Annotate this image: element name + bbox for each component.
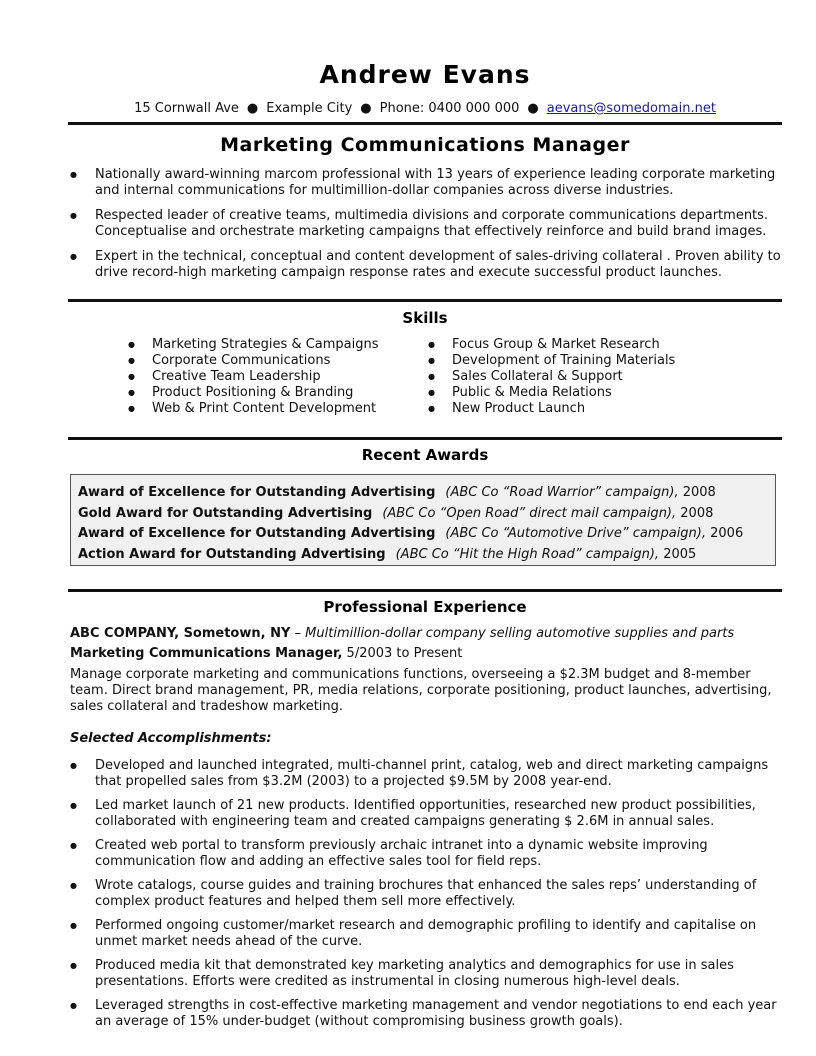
- award-name: Award of Excellence for Outstanding Advertising: [78, 485, 436, 500]
- awards-box: [70, 474, 776, 566]
- contact-line: 15 Cornwall Ave ● Example City ● Phone: 0400 000 000 ● aevans@somedomain.net: [134, 101, 716, 116]
- accomplishment-item: ● Produced media kit that demonstrated key marketing analytics and demographics for use in sales presentations. Efforts were credited as instrumental in closing numerous high-level deals.: [70, 958, 782, 990]
- award-detail: (ABC Co “Automotive Drive” campaign),: [445, 526, 706, 541]
- award-detail: (ABC Co “Open Road” direct mail campaign),: [382, 505, 677, 521]
- role-description: Manage corporate marketing and communications functions, overseeing a $2.3M budget and 8-member team. Direct brand management, PR, media relations, corporate positioning, product launches, advertising, sales collateral and tradeshow marketing.: [70, 667, 772, 714]
- award-year: 2006: [706, 526, 744, 541]
- address: 15 Cornwall Ave: [134, 101, 239, 116]
- award-row: [78, 504, 775, 525]
- divider: [68, 589, 782, 592]
- award-year: 2008: [678, 485, 716, 500]
- city: Example City: [266, 101, 353, 116]
- skill-item: ● Creative Team Leadership: [128, 369, 379, 385]
- award-year: 2005: [659, 546, 697, 562]
- role-line: [70, 646, 782, 661]
- accomplishment-item: ● Led market launch of 21 new products. Identified opportunities, researched new product possibilities, collaborated with engineering team and created campaigns generating $ 2.6M in annual sales.: [70, 798, 782, 830]
- accomplishment-item: ● Created web portal to transform previously archaic intranet into a dynamic website improving communication flow and adding an effective sales tool for field reps.: [70, 838, 782, 870]
- skill-item: ● Public & Media Relations: [428, 385, 675, 401]
- job-title: Marketing Communications Manager: [220, 134, 630, 156]
- accomplishment-item: ● Developed and launched integrated, multi-channel print, catalog, web and direct marketing campaigns that propelled sales from $3.2M (2003) to a projected $9.5M by 2008 year-end.: [70, 758, 782, 790]
- awards-heading: Recent Awards: [361, 446, 489, 464]
- experience-heading: Professional Experience: [323, 598, 527, 616]
- skill-item: ● Product Positioning & Branding: [128, 385, 379, 401]
- divider: [68, 122, 782, 125]
- award-name: Action Award for Outstanding Advertising: [78, 546, 386, 562]
- skill-item: ● Web & Print Content Development: [128, 401, 379, 417]
- role-dates: 5/2003 to Present: [342, 646, 463, 661]
- skill-item: ● Focus Group & Market Research: [428, 337, 675, 353]
- award-name: Award of Excellence for Outstanding Advertising: [78, 526, 436, 541]
- summary-list: [70, 167, 782, 281]
- divider: [68, 299, 782, 302]
- email-link[interactable]: aevans@somedomain.net: [546, 101, 716, 116]
- award-name: Gold Award for Outstanding Advertising: [78, 505, 373, 521]
- accomplishment-item: ● Wrote catalogs, course guides and training brochures that enhanced the sales reps’ understanding of complex product features and helped them sell more effectively.: [70, 878, 782, 910]
- skill-item: ● Marketing Strategies & Campaigns: [128, 337, 379, 353]
- accomplishments-list: [70, 758, 782, 1030]
- role-title: Marketing Communications Manager,: [70, 646, 343, 661]
- award-row: [78, 483, 775, 504]
- award-detail: (ABC Co “Hit the High Road” campaign),: [395, 546, 660, 562]
- company-name: ABC COMPANY, Sometown, NY: [70, 626, 291, 641]
- skill-item: ● New Product Launch: [428, 401, 675, 417]
- phone: Phone: 0400 000 000: [379, 101, 520, 116]
- summary-item: ● Respected leader of creative teams, multimedia divisions and corporate communications departments. Conceptualise and orchestrate marketing campaigns that effectively reinforce and build brand images.: [70, 208, 782, 240]
- accomplishment-item: ● Performed ongoing customer/market research and demographic profiling to identify and capitalise on unmet market needs ahead of the curve.: [70, 918, 782, 950]
- candidate-name: Andrew Evans: [319, 60, 531, 89]
- award-row: [78, 545, 775, 566]
- skills-left-column: [128, 337, 379, 417]
- skills-heading: Skills: [402, 309, 448, 327]
- skill-item: ● Sales Collateral & Support: [428, 369, 675, 385]
- company-description: – Multimillion-dollar company selling automotive supplies and parts: [294, 626, 735, 641]
- accomplishment-item: ● Leveraged strengths in cost-effective marketing management and vendor negotiations to end each year an average of 15% under-budget (without compromising business growth goals).: [70, 998, 782, 1030]
- company-line: [70, 626, 782, 641]
- award-detail: (ABC Co “Road Warrior” campaign),: [445, 485, 679, 500]
- skill-item: ● Development of Training Materials: [428, 353, 675, 369]
- award-year: 2008: [676, 505, 714, 521]
- award-row: [78, 524, 775, 545]
- skill-item: ● Corporate Communications: [128, 353, 379, 369]
- accomplishments-heading: Selected Accomplishments:: [70, 731, 272, 746]
- divider: [68, 437, 782, 440]
- summary-item: ● Nationally award-winning marcom professional with 13 years of experience leading corporate marketing and internal communications for multimillion-dollar companies across diverse industries.: [70, 167, 782, 199]
- summary-item: ● Expert in the technical, conceptual and content development of sales-driving collateral . Proven ability to drive record-high marketing campaign response rates and execute successful product launches.: [70, 249, 782, 281]
- skills-right-column: [428, 337, 675, 417]
